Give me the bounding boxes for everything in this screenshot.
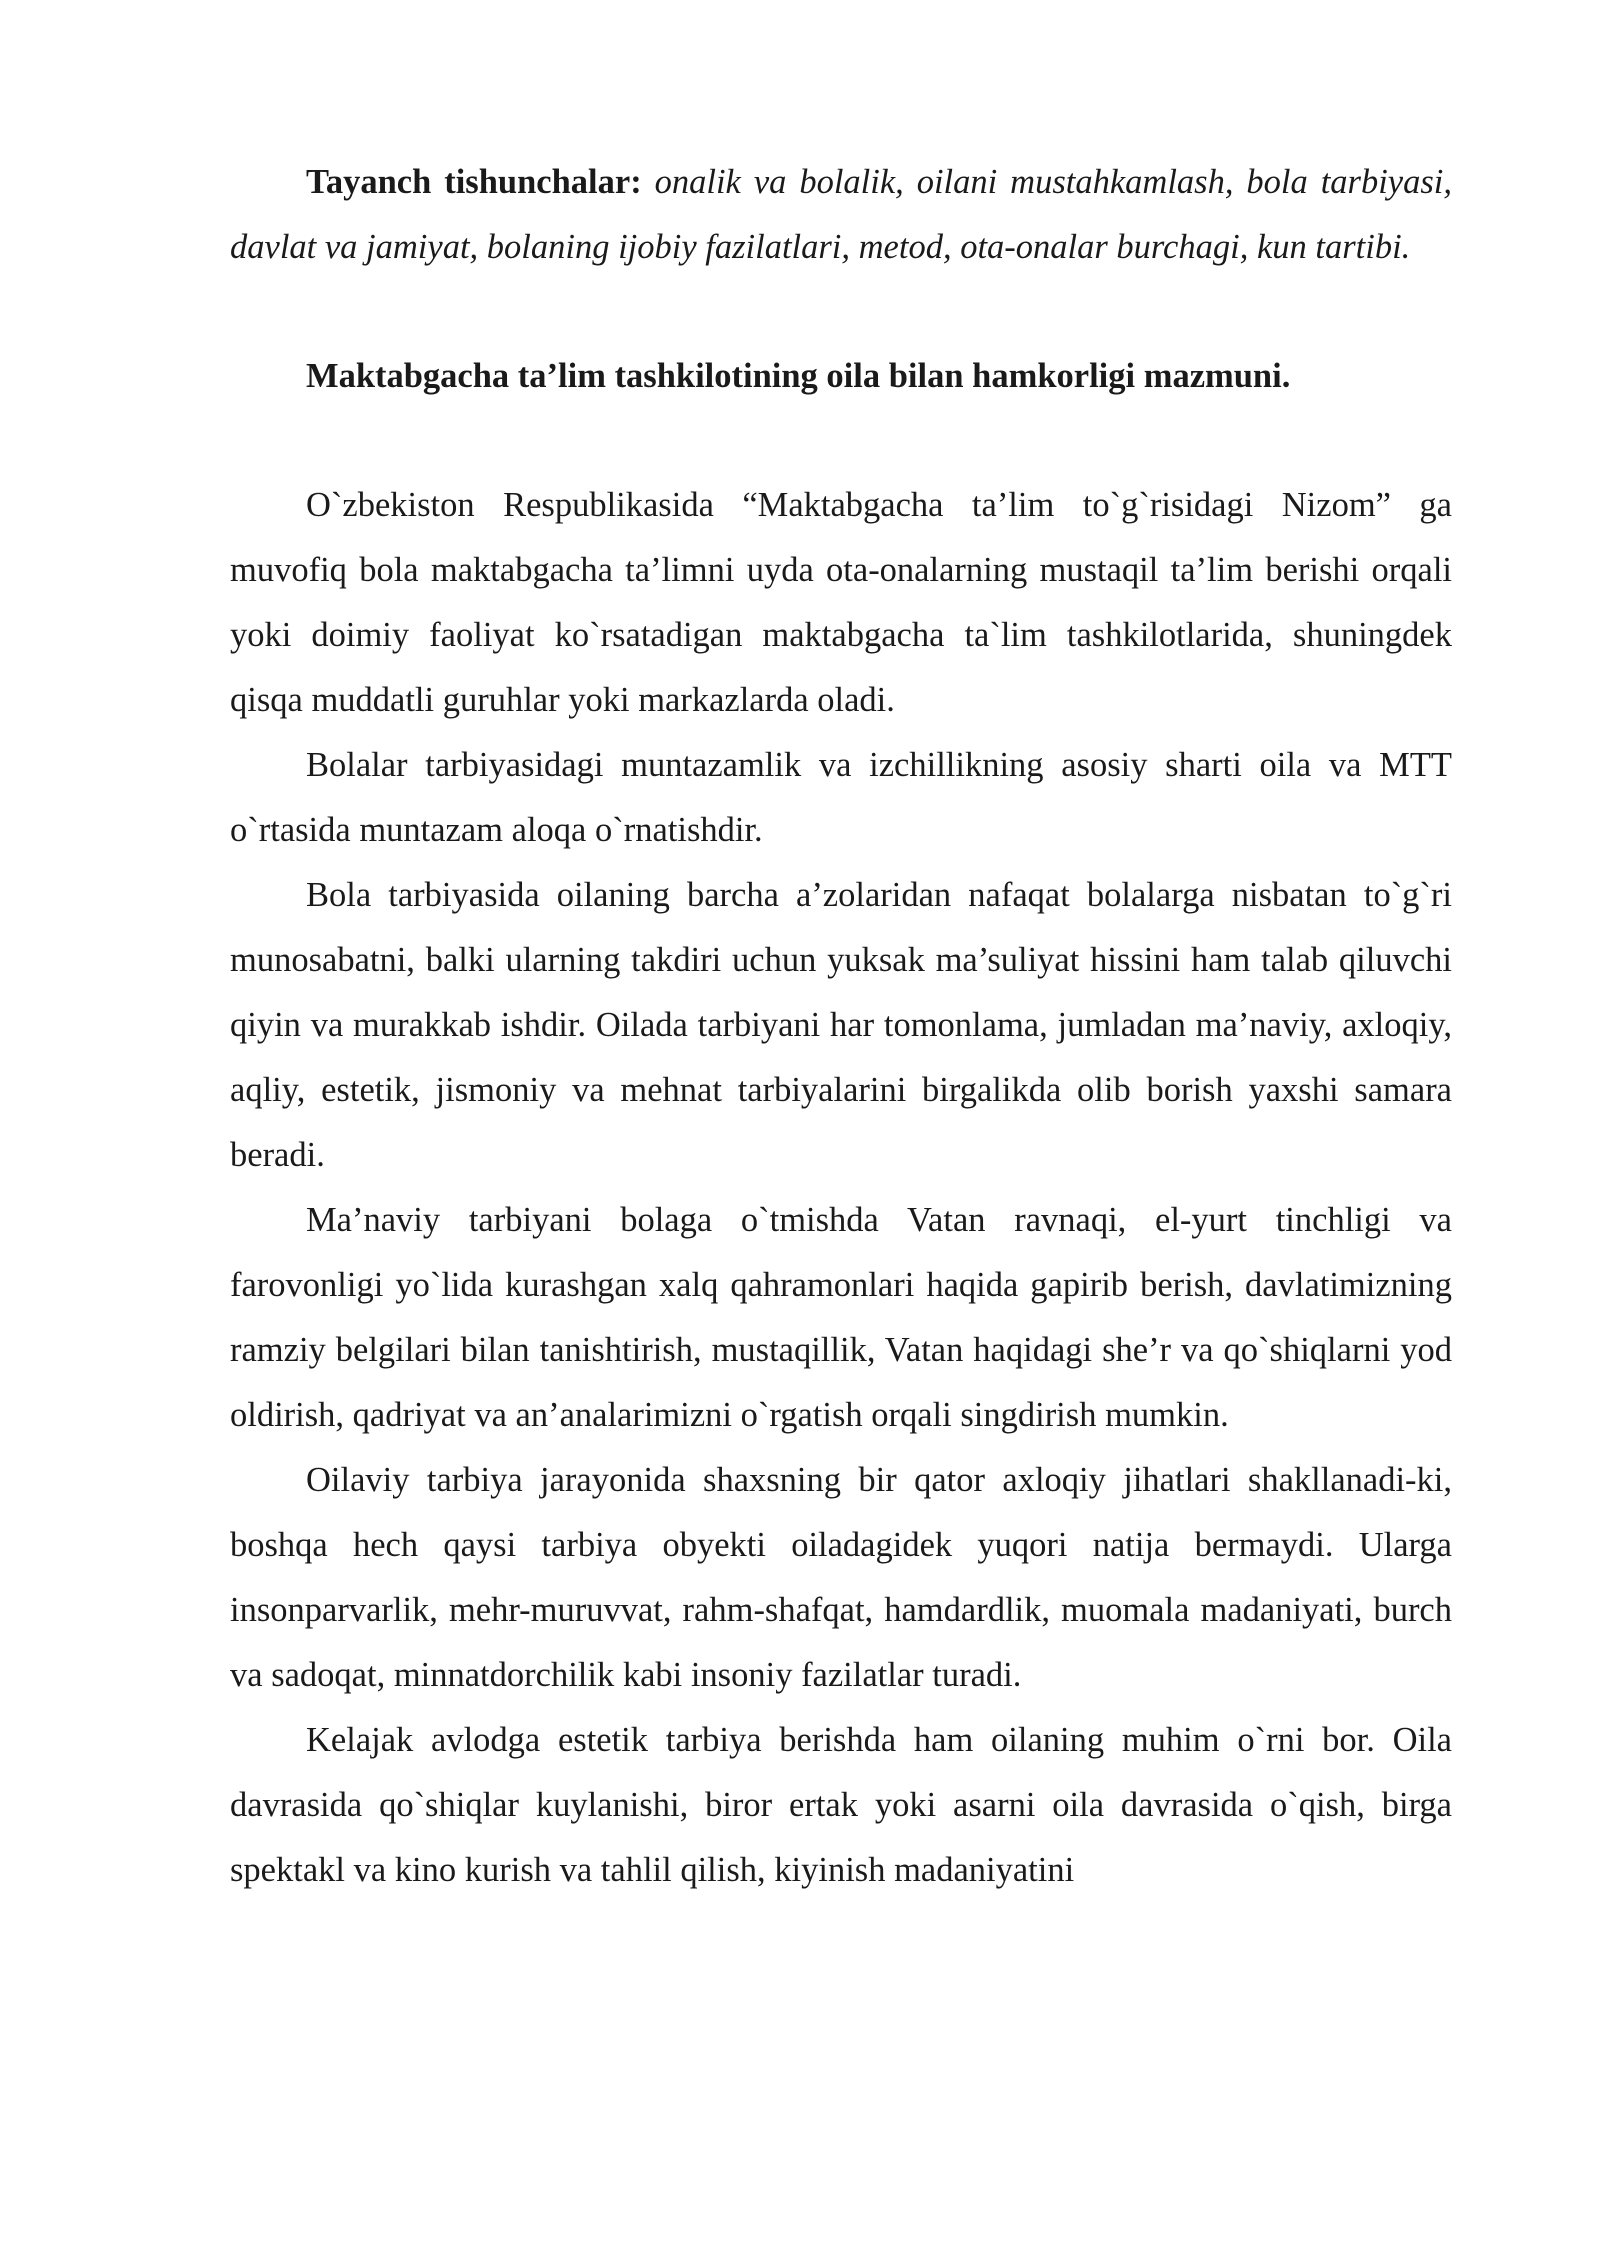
body-paragraph: Bola tarbiyasida oilaning barcha a’zolaridan nafaqat bolalarga nisbatan to`g`ri munosabatni, balki ularning takdiri uchun yuksak ma’suliyat hissini ham talab qiluvchi qiyin va murakkab ishdir. Oilada tarbiyani har tomonlama, jumladan ma’naviy, axloqiy, aqliy, estetik, jismoniy va mehnat tarbiyalarini birgalikda olib borish yaxshi samara beradi. bbox=[230, 876, 1452, 1174]
body-paragraph: O`zbekiston Respublikasida “Maktabgacha ta’lim to`g`risidagi Nizom” ga muvofiq bola maktabgacha ta’limni uyda ota-onalarning mustaqil ta’lim berishi orqali yoki doimiy faoliyat ko`rsatadigan maktabgacha ta`lim tashkilotlarida, shuningdek qisqa muddatli guruhlar yoki markazlarda oladi. bbox=[230, 486, 1452, 719]
keywords-label: Tayanch tishunchalar: bbox=[306, 163, 642, 201]
document-page bbox=[230, 150, 1452, 1903]
section-heading: Maktabgacha ta’lim tashkilotining oila bilan hamkorligi mazmuni. bbox=[306, 357, 1291, 395]
body-paragraph: Kelajak avlodga estetik tarbiya berishda ham oilaning muhim o`rni bor. Oila davrasida qo`shiqlar kuylanishi, biror ertak yoki asarni oila davrasida o`qish, birga spektakl va kino kurish va tahlil qilish, kiyinish madaniyatini bbox=[230, 1721, 1452, 1889]
body-paragraph: Oilaviy tarbiya jarayonida shaxsning bir qator axloqiy jihatlari shakllanadi-ki, boshqa hech qaysi tarbiya obyekti oiladagidek yuqori natija bermaydi. Ularga insonparvarlik, mehr-muruvvat, rahm-shafqat, hamdardlik, muomala madaniyati, burch va sadoqat, minnatdorchilik kabi insoniy fazilatlar turadi. bbox=[230, 1461, 1452, 1694]
body-paragraph: Ma’naviy tarbiyani bolaga o`tmishda Vatan ravnaqi, el-yurt tinchligi va farovonligi yo`lida kurashgan xalq qahramonlari haqida gapirib berish, davlatimizning ramziy belgilari bilan tanishtirish, mustaqillik, Vatan haqidagi she’r va qo`shiqlarni yod oldirish, qadriyat va an’analarimizni o`rgatish orqali singdirish mumkin. bbox=[230, 1201, 1452, 1434]
body-paragraph: Bolalar tarbiyasidagi muntazamlik va izchillikning asosiy sharti oila va MTT o`rtasida muntazam aloqa o`rnatishdir. bbox=[230, 746, 1452, 849]
keywords-text: onalik va bolalik, oilani mustahkamlash, bola tarbiyasi, davlat va jamiyat, bolaning ijobiy fazilatlari, metod, ota-onalar burchagi, kun tartibi. bbox=[230, 163, 1452, 266]
keywords-paragraph bbox=[230, 150, 1452, 280]
